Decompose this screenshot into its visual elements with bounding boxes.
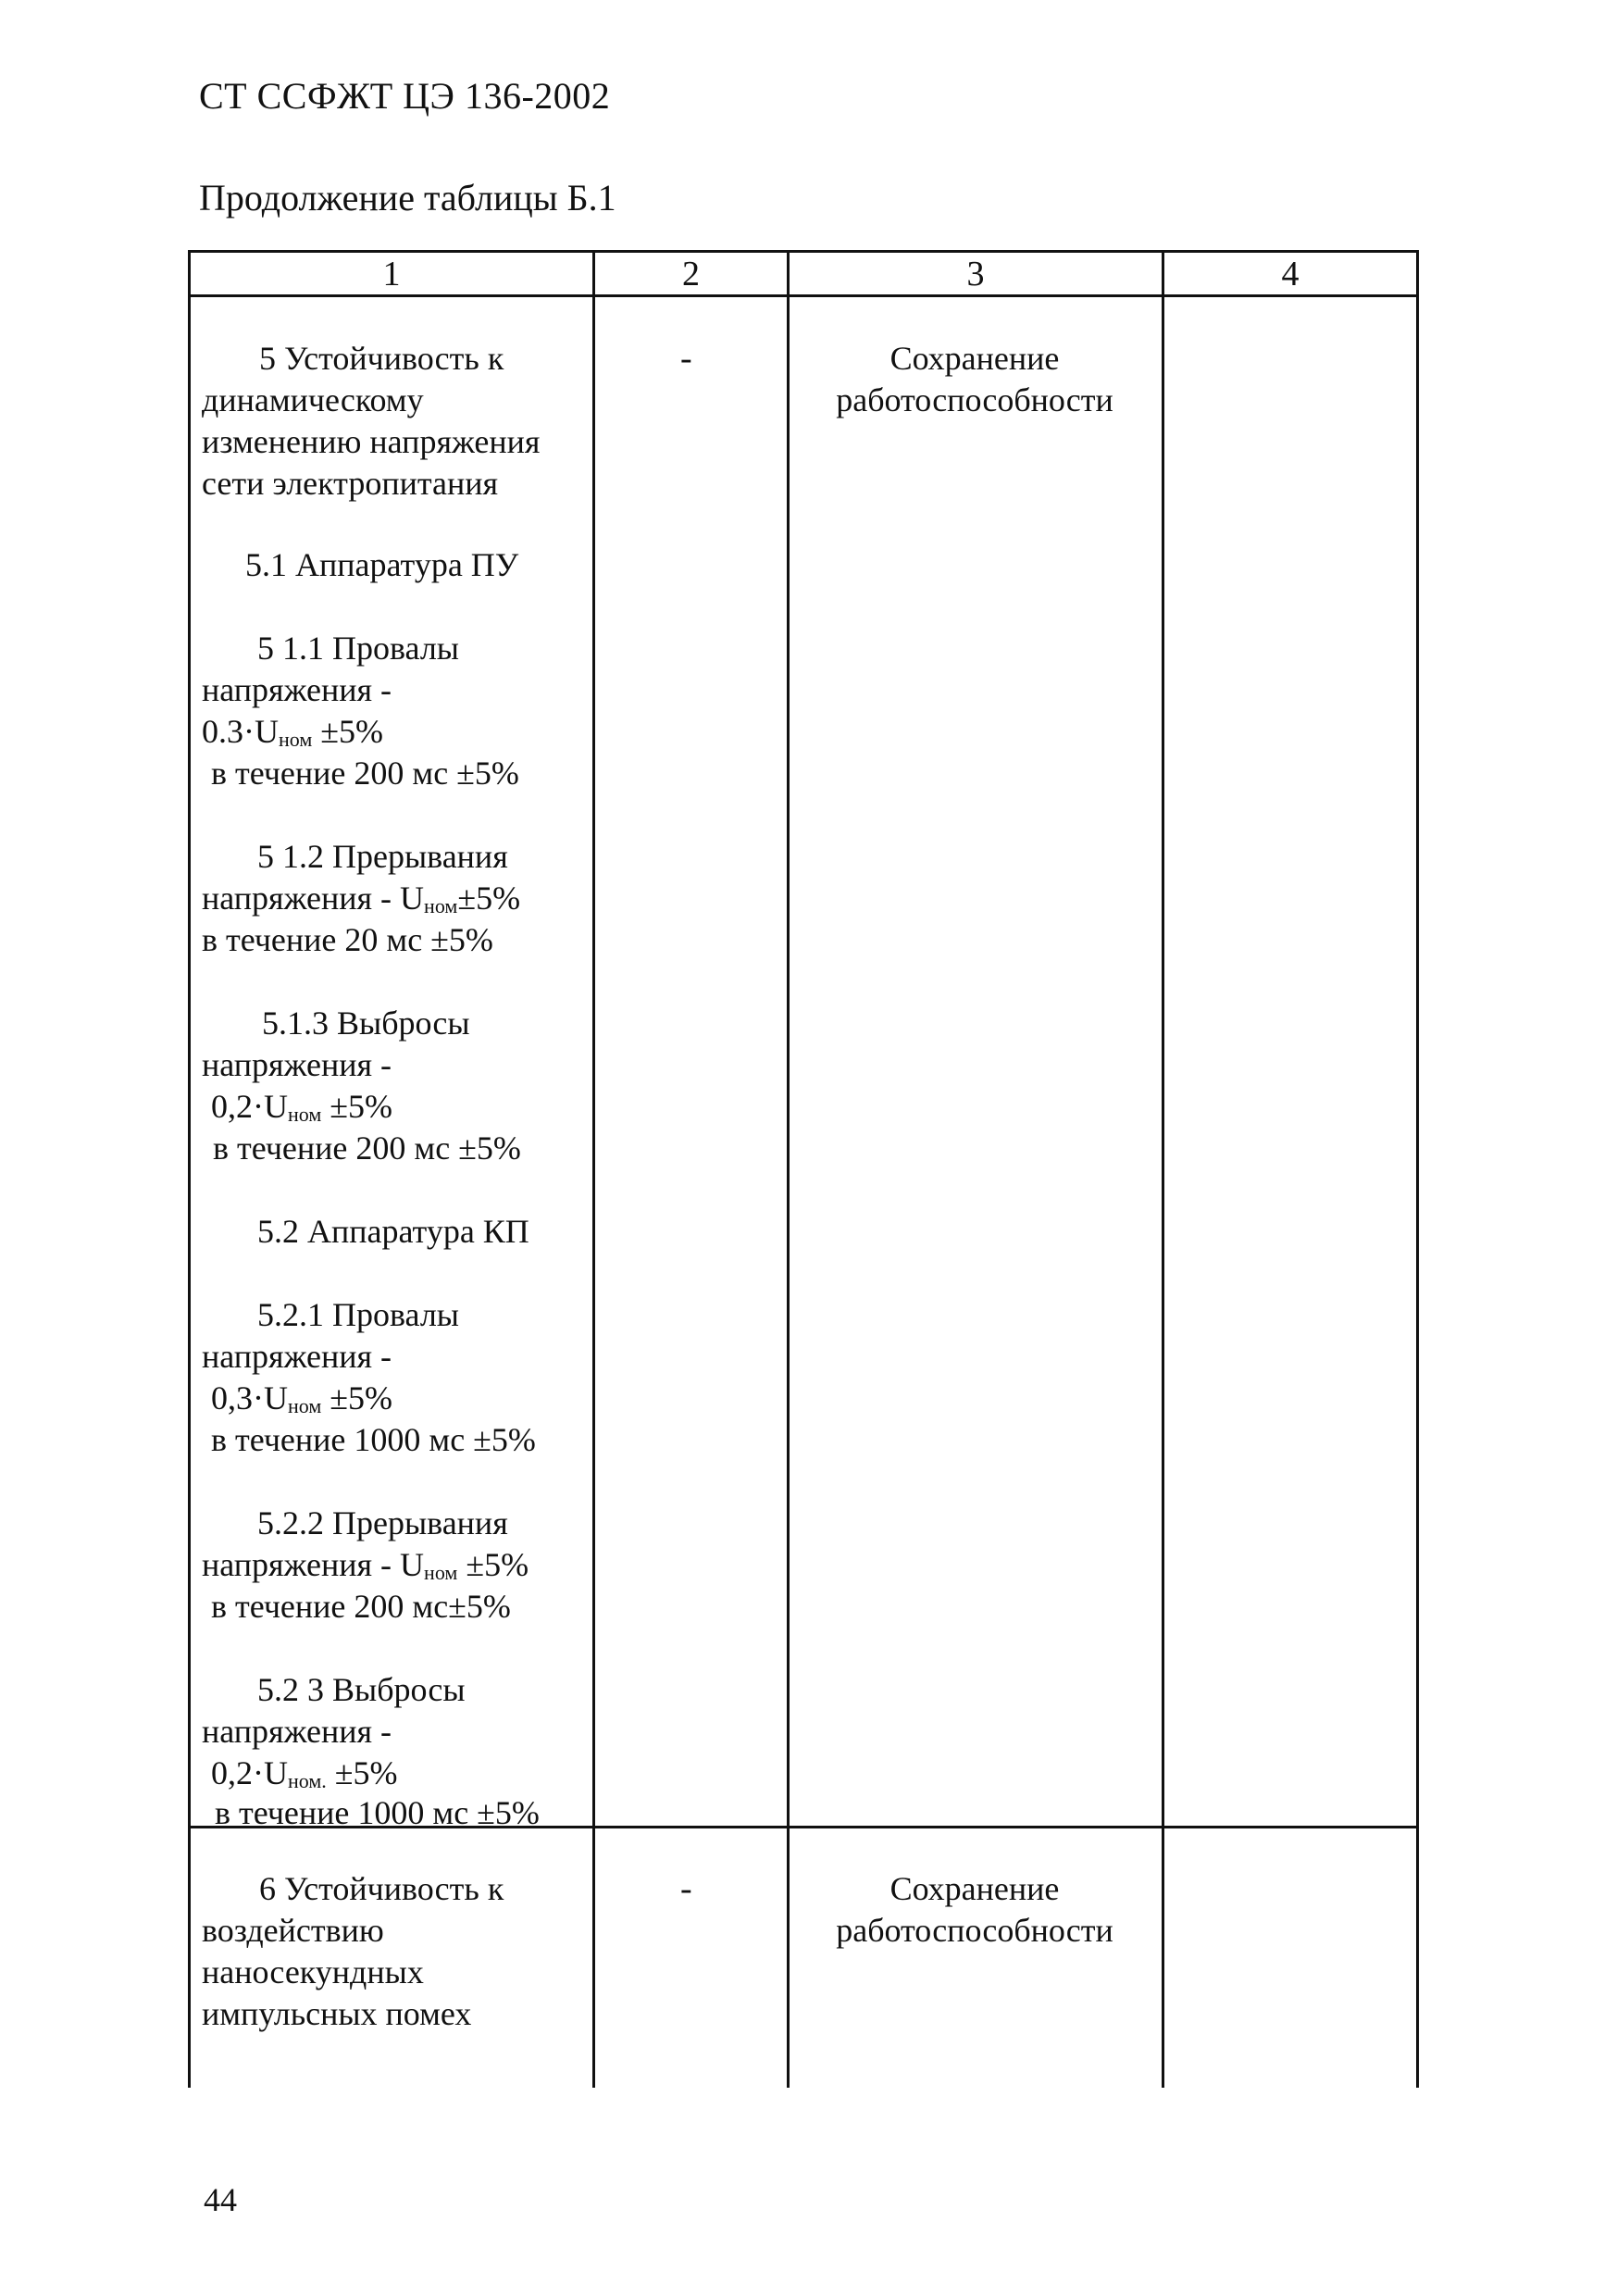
item-5-1-2-line1: 5 1.2 Прерывания (257, 838, 508, 875)
item-5-1-3-line2: напряжения - (202, 1046, 392, 1083)
item-5-1-1-line3: $0.3\cdot U_{ном} \pm 5\%$ (202, 713, 384, 751)
row5-result (790, 338, 1160, 421)
item-5-1-2-line2: напряжения - $U_{ном}\pm 5\%$ (202, 880, 521, 917)
item-5-1-1-line4: в течение 200 мс ±5% (211, 755, 519, 792)
row6-col2-value: - (680, 1869, 692, 1908)
item-5-2-2-line3: в течение 200 мс±5% (211, 1588, 511, 1625)
item-5-2-1-line2: напряжения - (202, 1338, 392, 1375)
column-header-3: 3 (966, 255, 985, 293)
row5-result-line1: Сохранение (889, 340, 1060, 377)
row5-line3: изменению напряжения (202, 423, 541, 460)
subsection-5-1: 5.1 Аппаратура ПУ (245, 546, 519, 583)
column-header-2: 2 (682, 255, 700, 293)
row5-line1: 5 Устойчивость к (259, 340, 504, 377)
item-5-2-3-line4: в течение 1000 мс ±5% (215, 1794, 540, 1831)
item-5-1-2-line3: в течение 20 мс ±5% (202, 921, 493, 958)
item-5-1-3-line1: 5.1.3 Выбросы (262, 1004, 470, 1042)
item-5-2-3-line3: $0,2\cdot U_{ном.} \pm 5\%$ (211, 1754, 398, 1792)
subsection-5-2: 5.2 Аппаратура КП (257, 1213, 529, 1250)
row5-result-line2: работоспособности (836, 381, 1113, 418)
item-5-1-3-line3: $0,2\cdot U_{ном} \pm 5\%$ (211, 1088, 393, 1126)
item-5-2-1-line4: в течение 1000 мс ±5% (211, 1421, 536, 1458)
column-header-4: 4 (1281, 255, 1300, 293)
row5-col2-value: - (680, 339, 692, 378)
row5-line4: сети электропитания (202, 465, 499, 502)
row6-line1: 6 Устойчивость к (259, 1870, 504, 1907)
item-5-1-1-line1: 5 1.1 Провалы (257, 630, 459, 667)
column-header-1: 1 (382, 255, 401, 293)
item-5-2-1-line3: $0,3\cdot U_{ном} \pm 5\%$ (211, 1379, 393, 1417)
item-5-2-1-line1: 5.2.1 Провалы (257, 1296, 459, 1333)
row6-result (790, 1868, 1160, 1952)
table-caption: Продолжение таблицы Б.1 (199, 177, 616, 218)
row6-line4: импульсных помех (202, 1995, 472, 2032)
row6-line2: воздействию (202, 1912, 384, 1949)
item-5-1-3-line4: в течение 200 мс ±5% (213, 1129, 521, 1167)
row6-result-line1: Сохранение (889, 1870, 1060, 1907)
row5-line2: динамическому (202, 381, 424, 418)
row6-result-line2: работоспособности (836, 1912, 1113, 1949)
item-5-2-2-line2: напряжения - $U_{ном} \pm 5\%$ (202, 1546, 529, 1584)
item-5-1-1-line2: напряжения - (202, 671, 392, 708)
page-number: 44 (204, 2181, 237, 2218)
row6-line3: наносекундных (202, 1953, 424, 1990)
item-5-2-3-line2: напряжения - (202, 1713, 392, 1750)
item-5-2-3-line1: 5.2 3 Выбросы (257, 1671, 466, 1708)
item-5-2-2-line1: 5.2.2 Прерывания (257, 1504, 508, 1541)
standard-code: СТ ССФЖТ ЦЭ 136-2002 (199, 75, 611, 117)
